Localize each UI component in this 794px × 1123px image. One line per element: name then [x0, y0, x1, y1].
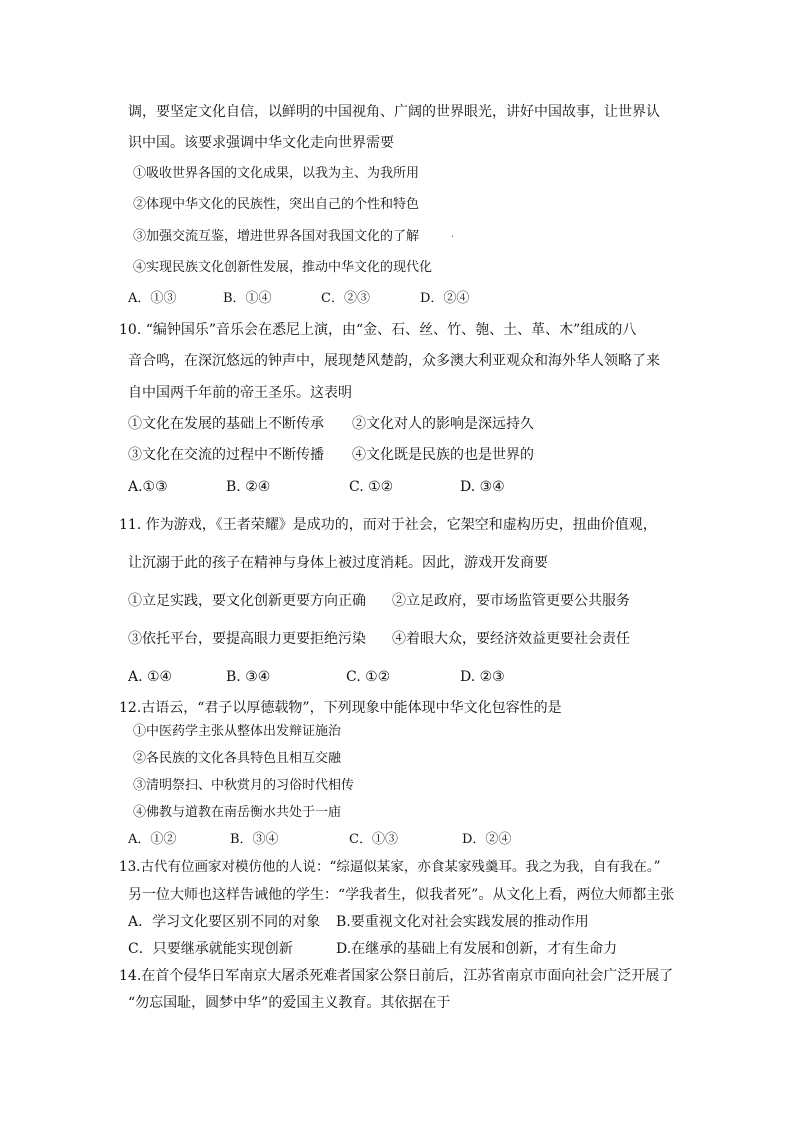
q10-option-c: C. ①② [349, 479, 394, 495]
q11-stem-line2: 让沉溺于此的孩子在精神与身体上被过度消耗。因此，游戏开发商要 [128, 555, 548, 571]
q11-item-2: ②立足政府，要市场监管更要公共服务 [392, 593, 630, 609]
q9-item-1: ①吸收世界各国的文化成果，以我为主、为我所用 [133, 166, 420, 181]
q9-option-c: C．②③ [321, 291, 370, 306]
q9-option-d: D．②④ [420, 291, 470, 306]
q12-stem-line1: 12.古语云，“君子以厚德载物”，下列现象中能体现中华文化包容性的是 [119, 700, 562, 716]
q12-item-1: ①中医药学主张从整体出发辩证施治 [133, 724, 342, 739]
q9-item-4: ④实现民族文化创新性发展，推动中华文化的现代化 [133, 260, 433, 275]
q12-option-c: C．①③ [349, 832, 398, 847]
q13-option-d: D.在继承的基础上有发展和创新，才有生命力 [336, 941, 618, 957]
q13-option-b: B.要重视文化对社会实践发展的推动作用 [336, 914, 589, 930]
q12-item-3: ③清明祭扫、中秋赏月的习俗时代相传 [133, 778, 355, 793]
q13-option-c: C．只要继承就能实现创新 [128, 941, 293, 957]
stray-mark: · [451, 232, 455, 243]
q11-option-b: B. ③④ [226, 669, 271, 685]
q9-stem-line1: 调，要坚定文化自信，以鲜明的中国视角、广阔的世界眼光，讲好中国故事，让世界认 [128, 104, 660, 120]
q12-option-d: D．②④ [462, 832, 512, 847]
q10-stem-line1: 10. “编钟国乐”音乐会在悉尼上演，由“金、石、丝、竹、匏、土、革、木”组成的八 [119, 322, 637, 338]
q11-option-d: D. ②③ [460, 669, 505, 685]
q10-stem-line2: 音合鸣，在深沉悠远的钟声中，展现楚风楚韵，众多澳大利亚观众和海外华人领略了来 [128, 353, 660, 369]
q11-item-1: ①立足实践，要文化创新更要方向正确 [128, 593, 366, 609]
q10-item-4: ④文化既是民族的也是世界的 [352, 447, 534, 463]
q10-item-3: ③文化在交流的过程中不断传播 [128, 447, 324, 463]
q14-stem-line2: “勿忘国耻，圆梦中华”的爱国主义教育。其依据在于 [128, 995, 451, 1011]
q12-item-4: ④佛教与道教在南岳衡水共处于一庙 [133, 805, 342, 820]
q10-option-b: B. ②④ [226, 479, 271, 495]
q9-stem-line2: 识中国。该要求强调中华文化走向世界需要 [128, 135, 394, 151]
q11-option-a: A. ①④ [128, 669, 173, 685]
q9-option-a: A．①③ [128, 291, 177, 306]
q11-item-4: ④着眼大众，要经济效益更要社会责任 [392, 631, 630, 647]
q10-option-d: D. ③④ [460, 479, 505, 495]
q11-stem-line1: 11. 作为游戏，《王者荣耀》是成功的，而对于社会，它架空和虚构历史，扭曲价值观， [119, 517, 657, 533]
q12-option-b: B．③④ [230, 832, 279, 847]
q9-item-3: ③加强交流互鉴，增进世界各国对我国文化的了解 [133, 229, 420, 244]
q10-item-1: ①文化在发展的基础上不断传承 [128, 416, 324, 432]
q14-stem-line1: 14.在首个侵华日军南京大屠杀死难者国家公祭日前后，江苏省南京市面向社会广泛开展了 [119, 968, 674, 984]
q10-item-2: ②文化对人的影响是深远持久 [352, 416, 534, 432]
q12-option-a: A．①② [128, 832, 177, 847]
q11-item-3: ③依托平台，要提高眼力更要拒绝污染 [128, 631, 366, 647]
q10-option-a: A.①③ [128, 479, 168, 495]
q13-stem-line2: 另一位大师也这样告诫他的学生：“学我者生，似我者死”。从文化上看，两位大师都主张 [128, 887, 675, 903]
q12-item-2: ②各民族的文化各具特色且相互交融 [133, 751, 342, 766]
q10-stem-line3: 自中国两千年前的帝王圣乐。这表明 [128, 385, 352, 401]
q9-item-2: ②体现中华文化的民族性，突出自己的个性和特色 [133, 197, 420, 212]
q9-option-b: B．①④ [223, 291, 272, 306]
q13-option-a: A．学习文化要区别不同的对象 [128, 914, 321, 930]
q13-stem-line1: 13.古代有位画家对模仿他的人说：“综逼似某家，亦食某家残羹耳。我之为我，自有我在。” [119, 859, 661, 875]
q11-option-c: C. ①② [346, 669, 391, 685]
